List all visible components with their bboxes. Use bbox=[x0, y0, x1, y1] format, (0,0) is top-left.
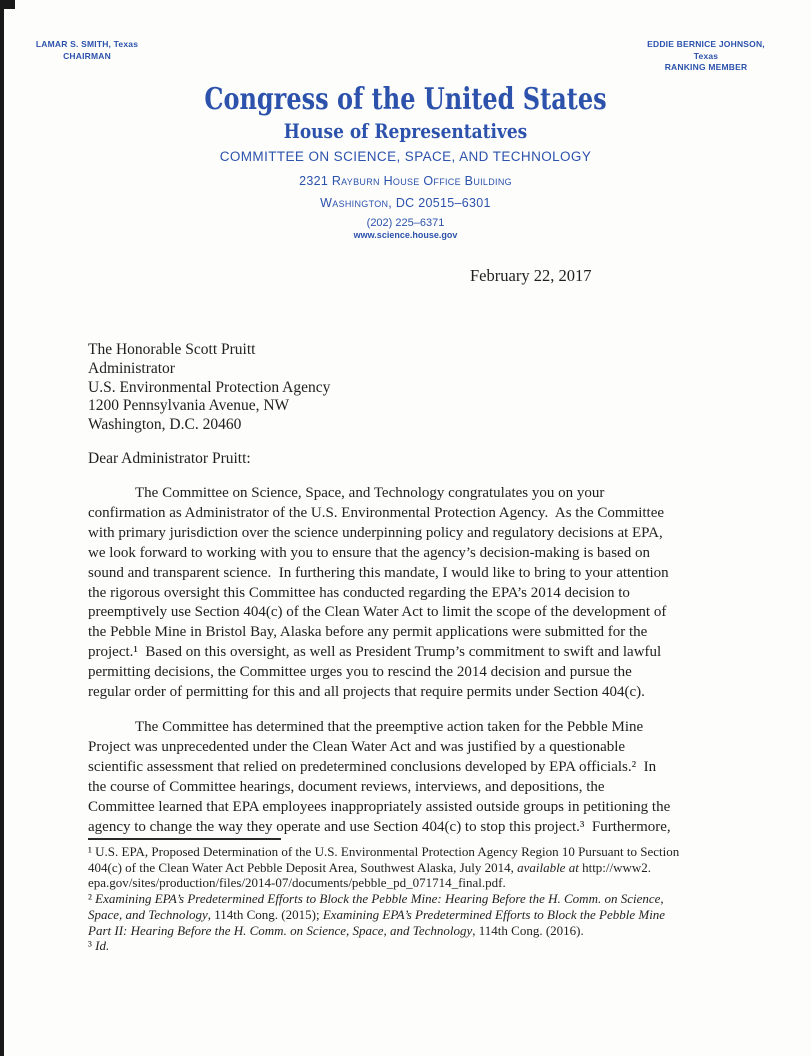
scan-edge-corner bbox=[0, 0, 15, 9]
city-zip-line: Washington, DC 20515–6301 bbox=[320, 196, 491, 210]
footnote-text-segment: 404(c) of the Clean Water Act Pebble Deposit Area, Southwest Alaska, July 2014, bbox=[88, 859, 518, 875]
house-title: House of Representatives bbox=[283, 119, 528, 143]
body-line: project.¹ Based on this oversight, as well as President Trump’s commitment to swift and lawful bbox=[88, 644, 662, 661]
recipient-line: Administrator bbox=[88, 359, 175, 377]
footnote-text-segment: ² bbox=[88, 891, 96, 907]
footnote-line bbox=[88, 938, 679, 954]
body-line: with primary jurisdiction over the science underpinning policy and regulatory decisions at EPA, bbox=[88, 524, 663, 541]
footnote-text-segment: available at bbox=[517, 859, 579, 875]
body-line: we look forward to working with you to ensure that the agency’s decision-making is based on bbox=[88, 544, 650, 561]
recipient-line: U.S. Environmental Protection Agency bbox=[88, 378, 331, 396]
footnote-line bbox=[88, 860, 679, 876]
footnote-text-segment: epa.gov/sites/production/files/2014-07/documents/pebble_pd_071714_final.pdf. bbox=[88, 875, 506, 891]
ranking-member-block bbox=[636, 39, 776, 74]
body-line: sound and transparent science. In furthering this mandate, I would like to bring to your attention bbox=[88, 564, 669, 581]
body-line: The Committee on Science, Space, and Technology congratulates you on your bbox=[135, 485, 605, 501]
body-line: agency to change the way they operate and use Section 404(c) to stop this project.³ Furthermore, bbox=[88, 818, 671, 835]
footnote-text-segment: ³ bbox=[88, 938, 96, 954]
recipient-line: Washington, D.C. 20460 bbox=[88, 416, 242, 434]
body-line: preemptively use Section 404(c) of the Clean Water Act to limit the scope of the development of bbox=[88, 604, 667, 621]
committee-name: COMMITTEE ON SCIENCE, SPACE, AND TECHNOLOGY bbox=[219, 149, 592, 164]
congress-title: Congress of the United States bbox=[204, 82, 607, 117]
recipient-address bbox=[88, 341, 330, 435]
ranking-member-name: EDDIE BERNICE JOHNSON, Texas bbox=[647, 39, 765, 61]
chairman-block bbox=[22, 39, 152, 62]
footnote-text-segment: , 114th Cong. (2016). bbox=[472, 922, 584, 938]
footnote-separator bbox=[88, 838, 281, 840]
website-line: www.science.house.gov bbox=[353, 230, 458, 240]
footnote-text-segment: Examining EPA’s Predetermined Efforts to Block the Pebble Mine bbox=[322, 906, 666, 922]
body-line: The Committee has determined that the preemptive action taken for the Pebble Mine bbox=[135, 718, 644, 735]
letter-body bbox=[88, 484, 671, 852]
footnote-line bbox=[88, 844, 679, 860]
body-line: regular order of permitting for this and all projects that require permits under Section 404(c). bbox=[88, 684, 645, 701]
footnote-text-segment: Examining EPA’s Predetermined Efforts to Block the Pebble Mine: Hearing Before the H. Comm. on Science, bbox=[95, 891, 664, 907]
footnote-line bbox=[88, 907, 679, 923]
footnote-text-segment: Part II: Hearing Before the H. Comm. on Science, Space, and Technology bbox=[88, 922, 473, 938]
chairman-name: LAMAR S. SMITH, Texas bbox=[35, 39, 139, 49]
chairman-title: CHAIRMAN bbox=[63, 50, 111, 61]
body-line: confirmation as Administrator of the U.S. Environmental Protection Agency. As the Committee bbox=[88, 504, 665, 521]
recipient-line: 1200 Pennsylvania Avenue, NW bbox=[88, 397, 290, 415]
footnote-text-segment: Id. bbox=[95, 938, 110, 954]
footnote-text-segment: ¹ U.S. EPA, Proposed Determination of the U.S. Environmental Protection Agency Region 10 Pursuant to Section bbox=[88, 844, 680, 859]
body-line: scientific assessment that relied on predetermined conclusions developed by EPA officials.² In bbox=[88, 758, 657, 775]
footnotes bbox=[88, 844, 679, 954]
footnote-line bbox=[88, 891, 679, 907]
body-line: permitting decisions, the Committee urges you to rescind the 2014 decision and pursue the bbox=[88, 664, 632, 681]
office-building-line: 2321 Rayburn House Office Building bbox=[299, 174, 512, 188]
footnote-text-segment: http://www2. bbox=[578, 859, 652, 875]
letter-date: February 22, 2017 bbox=[470, 266, 592, 285]
footnote-line bbox=[88, 875, 679, 891]
body-paragraph bbox=[88, 484, 671, 703]
recipient-line: The Honorable Scott Pruitt bbox=[88, 341, 256, 358]
body-paragraph bbox=[88, 718, 671, 837]
phone-line: (202) 225–6371 bbox=[366, 217, 445, 229]
body-line: the course of Committee hearings, document reviews, interviews, and depositions, the bbox=[88, 778, 605, 795]
body-line: the rigorous oversight this Committee has conducted regarding the EPA’s 2014 decision to bbox=[88, 584, 630, 601]
body-line: the Pebble Mine in Bristol Bay, Alaska before any permit applications were submitted for the bbox=[88, 624, 648, 641]
body-line: Project was unprecedented under the Clean Water Act and was justified by a questionable bbox=[88, 738, 626, 755]
ranking-member-title: RANKING MEMBER bbox=[664, 62, 748, 72]
footnote-line bbox=[88, 923, 679, 939]
footnote-text-segment: , 114th Cong. (2015); bbox=[207, 906, 323, 922]
salutation: Dear Administrator Pruitt: bbox=[88, 450, 251, 467]
body-line: Committee learned that EPA employees inappropriately assisted outside groups in petitioning the bbox=[88, 798, 671, 815]
footnote-text-segment: Space, and Technology bbox=[88, 906, 208, 922]
